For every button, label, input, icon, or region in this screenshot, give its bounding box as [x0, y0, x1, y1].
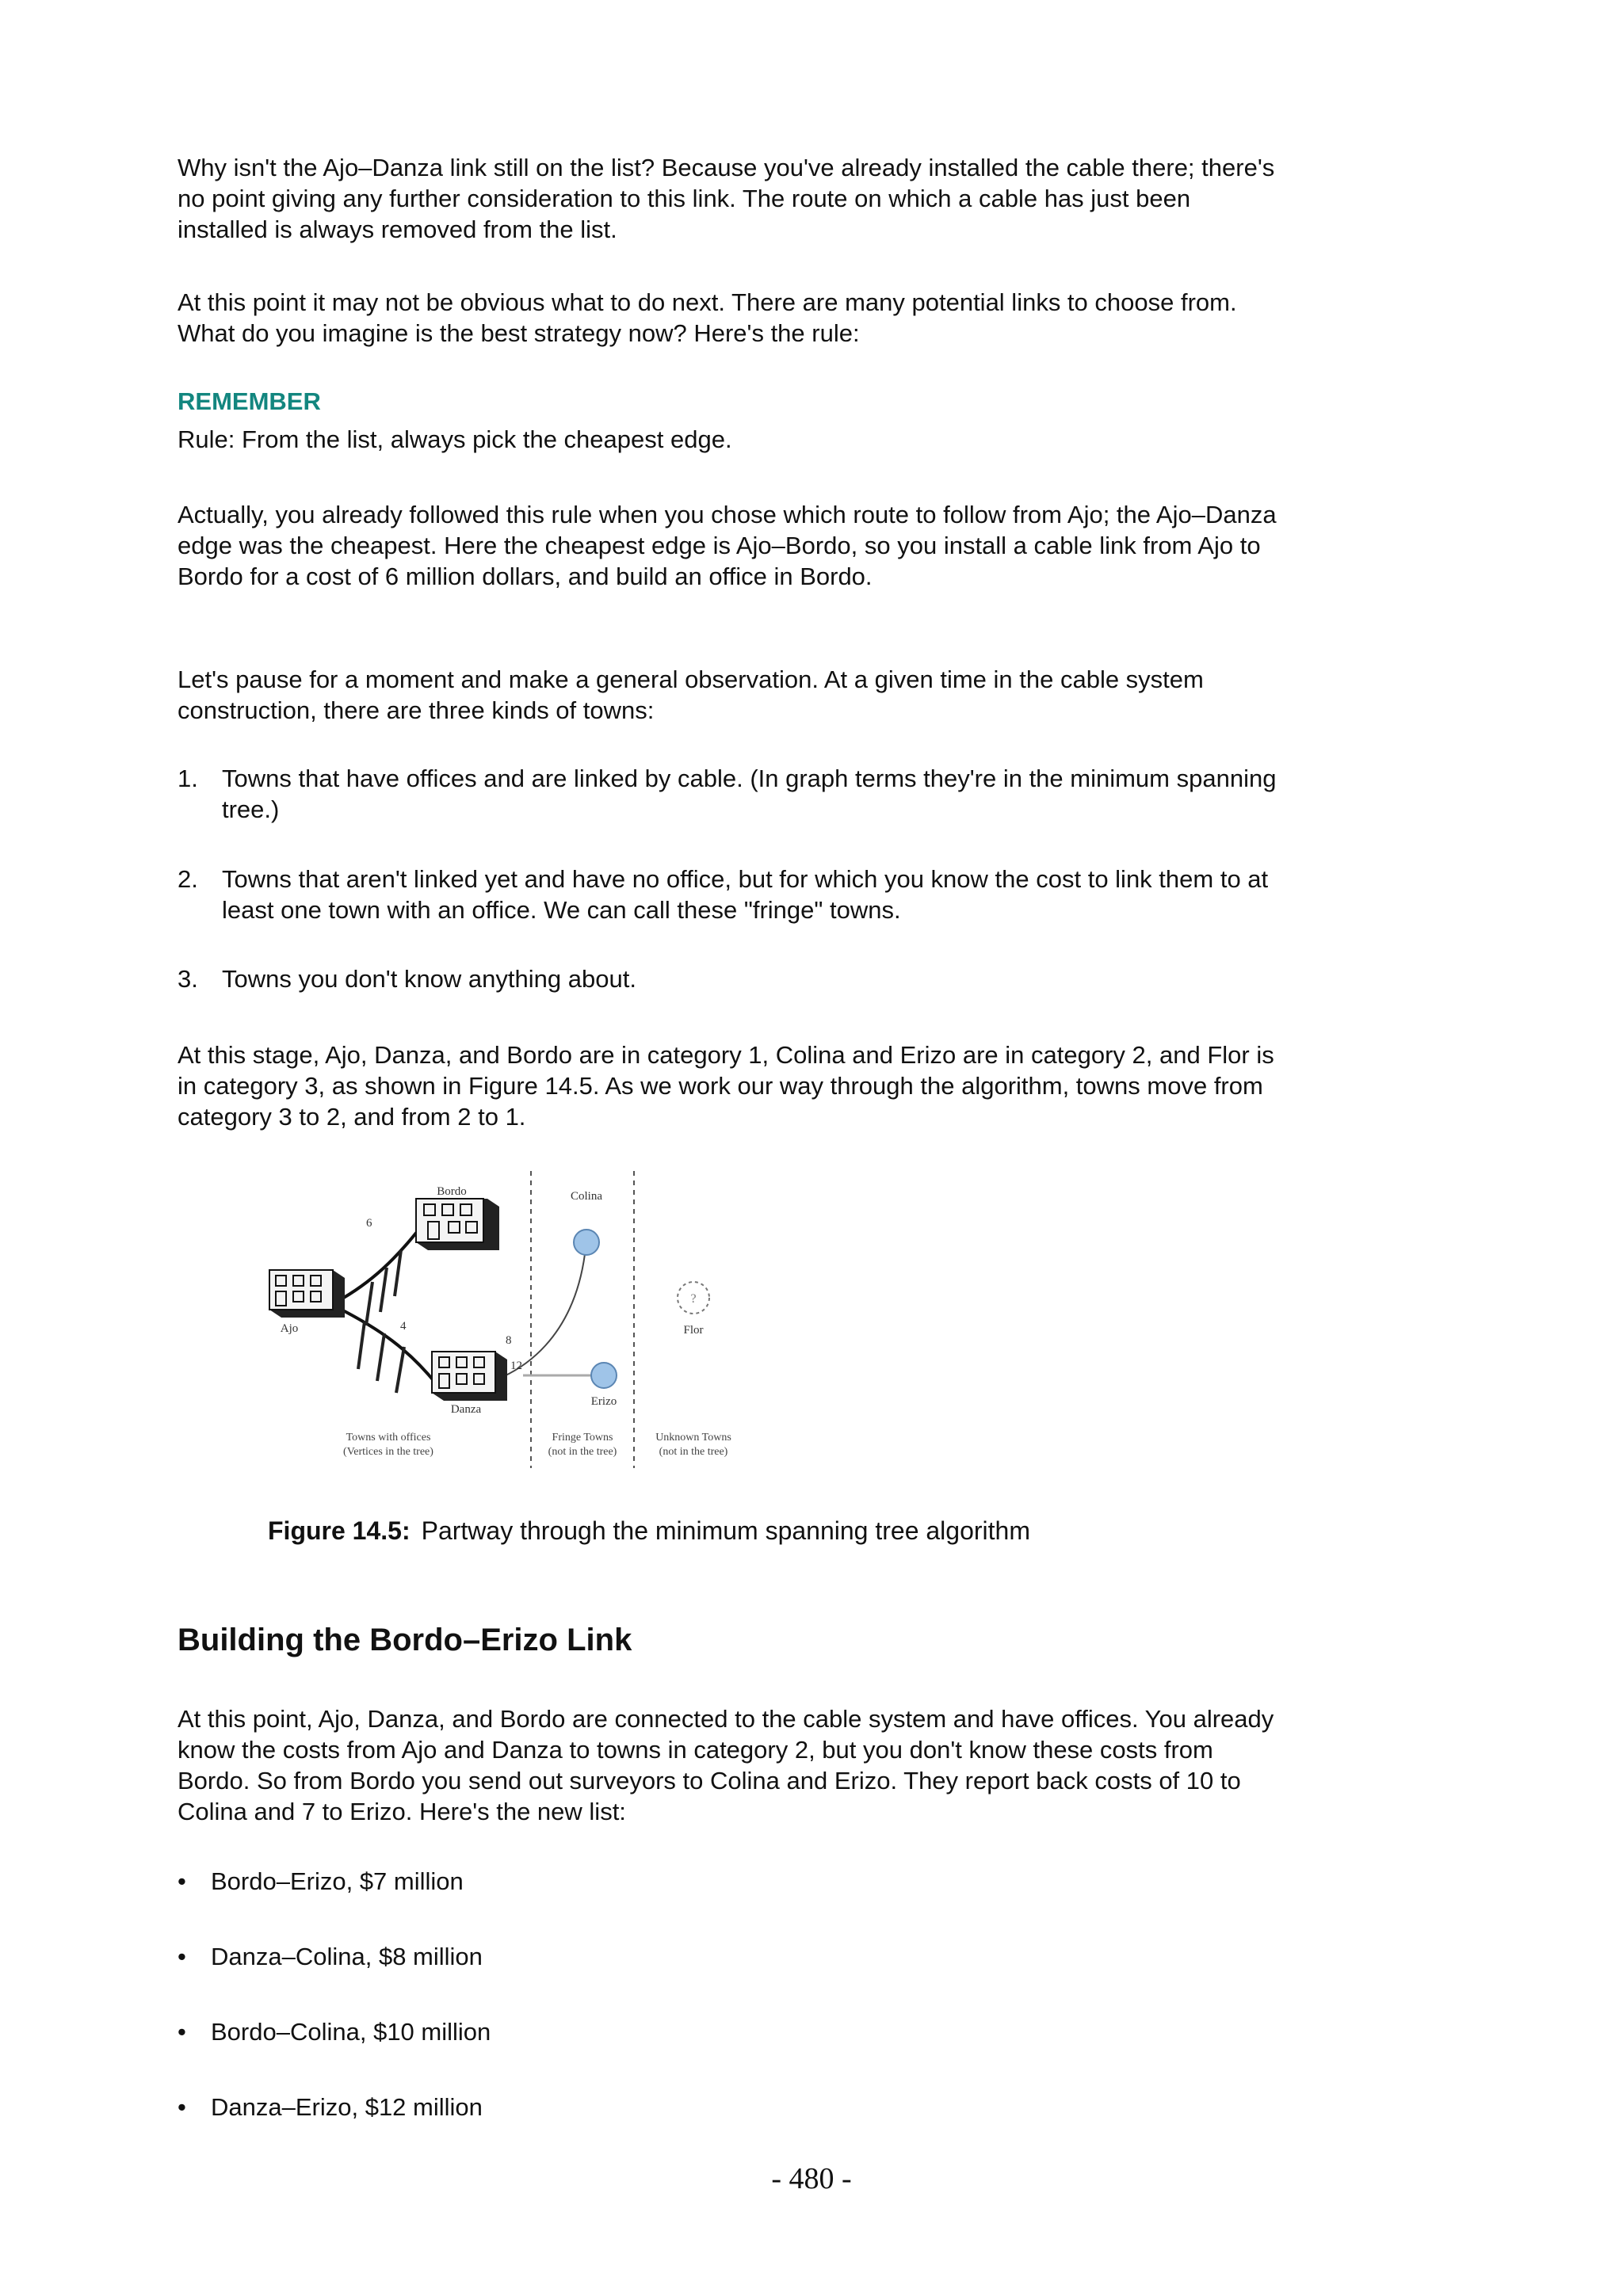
region-fringe-label: Fringe Towns: [552, 1432, 613, 1444]
paragraph-cheapest-edge: Actually, you already followed this rule when you chose which route to follow from Ajo; the Ajo–Danza edge was the cheapest. Here the cheapest edge is Ajo–Bordo, so you install a cable link from Ajo to Bordo for a cost of 6 million dollars, and build an office in Bordo.: [178, 501, 1277, 590]
paragraph-categories: At this stage, Ajo, Danza, and Bordo are in category 1, Colina and Erizo are in category 2, and Flor is in category 3, as shown in Figure 14.5. As we work our way through the algorithm, towns move from category 3 to 2, and from 2 to 1.: [178, 1041, 1274, 1131]
paragraph-ajo-danza-removed: Why isn't the Ajo–Danza link still on the list? Because you've already installed the cable there; there's no point giving any further consideration to this link. The route on which a cable has just been installed is always removed from the list.: [178, 154, 1275, 243]
list-number: 1.: [178, 765, 198, 792]
flor-label: Flor: [683, 1324, 704, 1337]
poles-ajo-bordo: [366, 1250, 401, 1325]
region-unknown-label: Unknown Towns: [655, 1432, 731, 1444]
bordo-building: [416, 1199, 499, 1250]
region-unknown-sublabel: (not in the tree): [659, 1446, 728, 1458]
edge-label-ajo-danza: 4: [400, 1320, 407, 1333]
edge-label-ajo-bordo: 6: [366, 1217, 372, 1230]
edge-label-danza-colina: 8: [506, 1334, 512, 1347]
list-item: Danza–Erizo, $12 million: [211, 2093, 483, 2121]
colina-label: Colina: [571, 1190, 602, 1203]
bullet: •: [178, 2018, 186, 2046]
page-number: - 480 -: [771, 2162, 852, 2195]
remember-rule: Rule: From the list, always pick the cheapest edge.: [178, 425, 732, 453]
figure-14-5: [262, 1171, 753, 1472]
list-item: Towns you don't know anything about.: [222, 965, 636, 993]
ajo-building: [269, 1270, 345, 1318]
remember-label: REMEMBER: [178, 387, 321, 415]
list-number: 2.: [178, 865, 198, 893]
figure-caption-text: Partway through the minimum spanning tree algorithm: [421, 1516, 1030, 1545]
edge-label-danza-erizo: 12: [510, 1360, 522, 1372]
list-item: Bordo–Colina, $10 million: [211, 2018, 491, 2046]
erizo-label: Erizo: [590, 1395, 617, 1408]
list-number: 3.: [178, 965, 198, 993]
danza-label: Danza: [450, 1403, 482, 1416]
figure-caption: [268, 1515, 1030, 1547]
region-offices-label: Towns with offices: [346, 1432, 431, 1444]
figure-caption-label: Figure 14.5:: [268, 1516, 411, 1545]
list-item: Towns that aren't linked yet and have no office, but for which you know the cost to link them to at least one town with an office. We can call these "fringe" towns.: [222, 865, 1269, 924]
paragraph-next-step: At this point it may not be obvious what to do next. There are many potential links to choose from. What do you imagine is the best strategy now? Here's the rule:: [178, 288, 1237, 347]
region-fringe-sublabel: (not in the tree): [548, 1446, 617, 1458]
cable-ajo-bordo: [337, 1228, 420, 1302]
list-item: Bordo–Erizo, $7 million: [211, 1867, 464, 1895]
section-heading: Building the Bordo–Erizo Link: [178, 1623, 632, 1657]
bullet: •: [178, 2093, 186, 2121]
paragraph-general-observation: Let's pause for a moment and make a general observation. At a given time in the cable system construction, there are three kinds of towns:: [178, 666, 1204, 724]
list-item: Towns that have offices and are linked by cable. (In graph terms they're in the minimum spanning tree.): [222, 765, 1277, 823]
bullet: •: [178, 1867, 186, 1895]
danza-building: [432, 1352, 507, 1401]
bordo-label: Bordo: [437, 1185, 467, 1198]
paragraph-bordo-surveyors: At this point, Ajo, Danza, and Bordo are connected to the cable system and have offices. You already know the costs from Ajo and Danza to towns in category 2, but you don't know these costs from Bordo. So from Bordo you send out surveyors to Colina and Erizo. They report back costs of 10 to Colina and 7 to Erizo. Here's the new list:: [178, 1705, 1274, 1825]
region-offices-sublabel: (Vertices in the tree): [343, 1446, 433, 1458]
list-item: Danza–Colina, $8 million: [211, 1943, 483, 1970]
flor-question-mark: ?: [690, 1292, 697, 1306]
cable-ajo-danza: [337, 1307, 436, 1383]
erizo-node: [591, 1363, 617, 1388]
colina-node: [574, 1230, 599, 1255]
bullet: •: [178, 1943, 186, 1970]
ajo-label: Ajo: [280, 1322, 299, 1335]
